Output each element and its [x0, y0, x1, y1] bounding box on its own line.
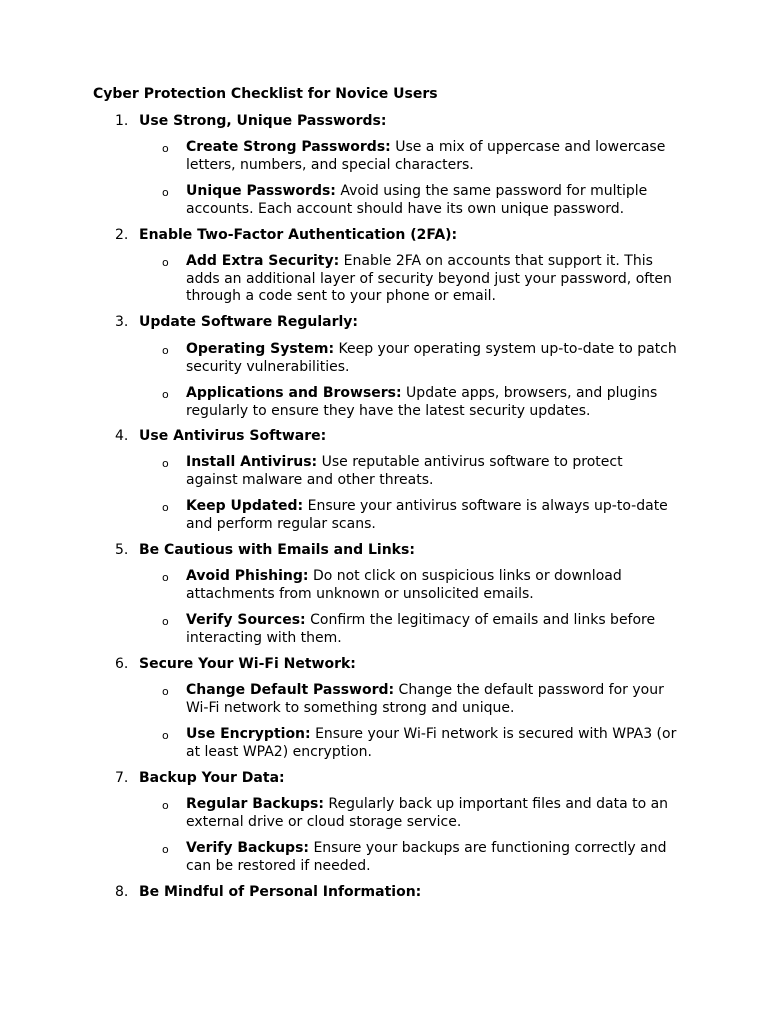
bullet-circle-icon: o: [162, 685, 169, 698]
checklist-item-text: [186, 682, 678, 717]
section-number: 4.: [115, 428, 129, 444]
section-number: 6.: [115, 656, 129, 672]
item-label: Keep Updated:: [186, 498, 304, 514]
item-description: Ensure your antivirus software is always up-to-date and perform regular scans.: [186, 498, 668, 532]
section-heading: Be Mindful of Personal Information:: [139, 884, 422, 900]
section-heading: Use Strong, Unique Passwords:: [139, 113, 387, 129]
document-title: Cyber Protection Checklist for Novice Users: [93, 86, 438, 102]
checklist-item-text: [186, 253, 678, 306]
bullet-circle-icon: o: [162, 843, 169, 856]
bullet-circle-icon: o: [162, 799, 169, 812]
checklist-item-text: [186, 139, 678, 174]
bullet-circle-icon: o: [162, 729, 169, 742]
item-description: Regularly back up important files and data to an external drive or cloud storage service.: [186, 796, 669, 830]
checklist-item-text: [186, 385, 678, 420]
section-number: 3.: [115, 314, 129, 330]
checklist-item-text: [186, 568, 678, 603]
item-label: Regular Backups:: [186, 796, 324, 812]
item-label: Verify Backups:: [186, 840, 310, 856]
section-number: 7.: [115, 770, 129, 786]
checklist-item-text: [186, 612, 678, 647]
item-description: Avoid using the same password for multiple accounts. Each account should have its own unique password.: [186, 183, 648, 217]
checklist-item-text: [186, 840, 678, 875]
bullet-circle-icon: o: [162, 344, 169, 357]
checklist-item-text: [186, 498, 678, 533]
item-description: Ensure your backups are functioning correctly and can be restored if needed.: [186, 840, 667, 874]
section-heading: Be Cautious with Emails and Links:: [139, 542, 415, 558]
section-heading: Enable Two-Factor Authentication (2FA):: [139, 227, 458, 243]
item-label: Create Strong Passwords:: [186, 139, 391, 155]
section-number: 1.: [115, 113, 129, 129]
checklist-item-text: [186, 454, 678, 489]
bullet-circle-icon: o: [162, 615, 169, 628]
bullet-circle-icon: o: [162, 501, 169, 514]
item-description: Keep your operating system up-to-date to patch security vulnerabilities.: [186, 341, 677, 375]
item-label: Change Default Password:: [186, 682, 395, 698]
section-number: 5.: [115, 542, 129, 558]
checklist-item-text: [186, 183, 678, 218]
checklist-item-text: [186, 796, 678, 831]
section-number: 2.: [115, 227, 129, 243]
item-label: Add Extra Security:: [186, 253, 340, 269]
item-label: Operating System:: [186, 341, 335, 357]
item-label: Avoid Phishing:: [186, 568, 309, 584]
section-heading: Secure Your Wi-Fi Network:: [139, 656, 356, 672]
section-heading: Backup Your Data:: [139, 770, 285, 786]
item-description: Use reputable antivirus software to protect against malware and other threats.: [186, 454, 623, 488]
item-description: Do not click on suspicious links or download attachments from unknown or unsolicited emails.: [186, 568, 622, 602]
item-label: Install Antivirus:: [186, 454, 318, 470]
section-heading: Update Software Regularly:: [139, 314, 358, 330]
bullet-circle-icon: o: [162, 256, 169, 269]
item-description: Use a mix of uppercase and lowercase letters, numbers, and special characters.: [186, 139, 666, 173]
bullet-circle-icon: o: [162, 457, 169, 470]
item-description: Update apps, browsers, and plugins regularly to ensure they have the latest security updates.: [186, 385, 658, 419]
item-description: Enable 2FA on accounts that support it. This adds an additional layer of security beyond just your password, often through a code sent to your phone or email.: [186, 253, 672, 304]
bullet-circle-icon: o: [162, 186, 169, 199]
section-number: 8.: [115, 884, 129, 900]
item-label: Unique Passwords:: [186, 183, 336, 199]
bullet-circle-icon: o: [162, 388, 169, 401]
bullet-circle-icon: o: [162, 142, 169, 155]
item-label: Verify Sources:: [186, 612, 306, 628]
item-description: Change the default password for your Wi-Fi network to something strong and unique.: [186, 682, 664, 716]
checklist-item-text: [186, 341, 678, 376]
bullet-circle-icon: o: [162, 571, 169, 584]
item-description: Ensure your Wi-Fi network is secured with WPA3 (or at least WPA2) encryption.: [186, 726, 677, 760]
checklist-item-text: [186, 726, 678, 761]
section-heading: Use Antivirus Software:: [139, 428, 327, 444]
item-label: Applications and Browsers:: [186, 385, 402, 401]
item-description: Confirm the legitimacy of emails and links before interacting with them.: [186, 612, 656, 646]
item-label: Use Encryption:: [186, 726, 311, 742]
